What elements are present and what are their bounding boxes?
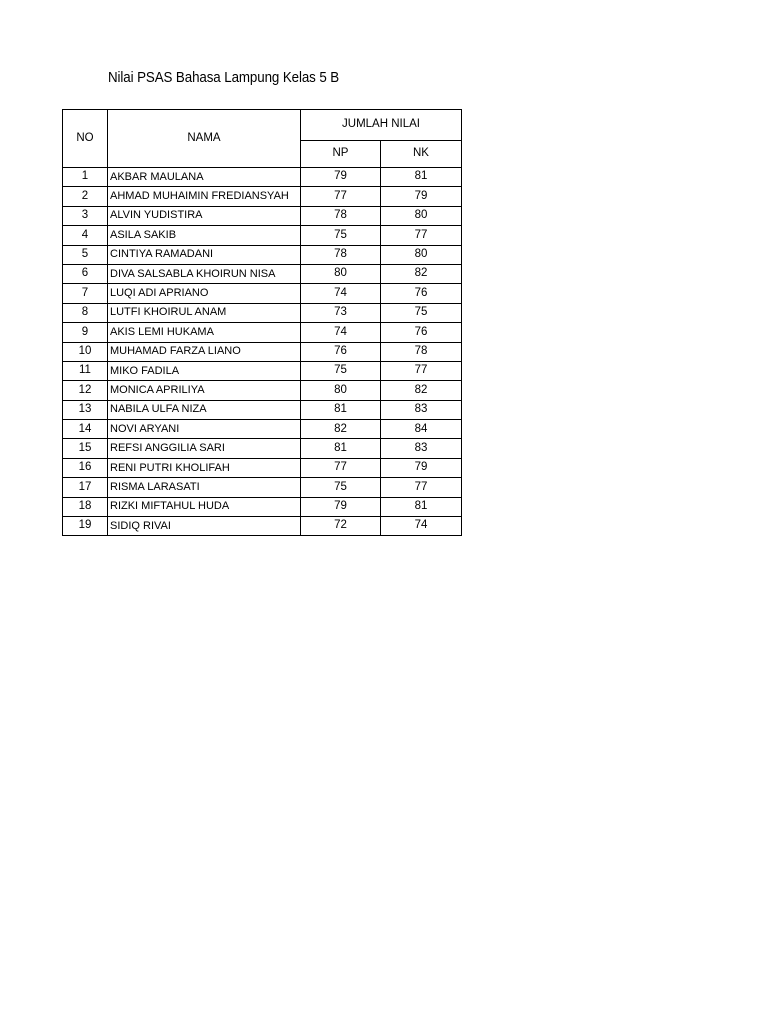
cell-nama: AHMAD MUHAIMIN FREDIANSYAH <box>108 187 301 206</box>
table-row <box>63 168 462 187</box>
cell-np: 76 <box>301 342 381 361</box>
grades-table <box>62 109 462 536</box>
cell-np: 81 <box>301 400 381 419</box>
table-header <box>63 110 462 168</box>
cell-nama: LUQI ADI APRIANO <box>108 284 301 303</box>
cell-nk: 83 <box>381 400 462 419</box>
header-nk: NK <box>381 141 462 168</box>
cell-nama: CINTIYA RAMADANI <box>108 245 301 264</box>
cell-nk: 80 <box>381 206 462 225</box>
cell-nama: RIZKI MIFTAHUL HUDA <box>108 497 301 516</box>
cell-nama: MIKO FADILA <box>108 361 301 380</box>
cell-no: 1 <box>63 168 108 187</box>
table-row <box>63 206 462 225</box>
cell-nama: AKIS LEMI HUKAMA <box>108 323 301 342</box>
cell-np: 77 <box>301 458 381 477</box>
table-row <box>63 303 462 322</box>
cell-no: 13 <box>63 400 108 419</box>
cell-nama: AKBAR MAULANA <box>108 168 301 187</box>
table-row <box>63 458 462 477</box>
cell-np: 81 <box>301 439 381 458</box>
header-nama: NAMA <box>108 110 301 168</box>
cell-no: 7 <box>63 284 108 303</box>
cell-np: 72 <box>301 517 381 536</box>
cell-no: 17 <box>63 478 108 497</box>
cell-nama: MUHAMAD FARZA LIANO <box>108 342 301 361</box>
cell-nk: 78 <box>381 342 462 361</box>
cell-no: 16 <box>63 458 108 477</box>
cell-np: 75 <box>301 361 381 380</box>
table-row <box>63 342 462 361</box>
cell-np: 78 <box>301 206 381 225</box>
cell-nama: REFSI ANGGILIA SARI <box>108 439 301 458</box>
cell-no: 19 <box>63 517 108 536</box>
cell-nk: 84 <box>381 420 462 439</box>
cell-nama: MONICA APRILIYA <box>108 381 301 400</box>
header-np: NP <box>301 141 381 168</box>
cell-nama: ASILA SAKIB <box>108 226 301 245</box>
cell-nama: RENI PUTRI KHOLIFAH <box>108 458 301 477</box>
cell-np: 78 <box>301 245 381 264</box>
cell-nama: NOVI ARYANI <box>108 420 301 439</box>
table-row <box>63 517 462 536</box>
table-row <box>63 478 462 497</box>
header-jumlah-nilai: JUMLAH NILAI <box>301 110 462 141</box>
cell-nama: ALVIN YUDISTIRA <box>108 206 301 225</box>
cell-np: 77 <box>301 187 381 206</box>
table-row <box>63 439 462 458</box>
table-row <box>63 264 462 283</box>
cell-nk: 79 <box>381 458 462 477</box>
cell-nama: RISMA LARASATI <box>108 478 301 497</box>
cell-no: 5 <box>63 245 108 264</box>
cell-np: 82 <box>301 420 381 439</box>
cell-no: 6 <box>63 264 108 283</box>
cell-no: 4 <box>63 226 108 245</box>
cell-np: 75 <box>301 478 381 497</box>
cell-np: 79 <box>301 168 381 187</box>
cell-nk: 77 <box>381 361 462 380</box>
cell-no: 12 <box>63 381 108 400</box>
table-body <box>63 168 462 536</box>
cell-no: 14 <box>63 420 108 439</box>
cell-nk: 82 <box>381 264 462 283</box>
table-row <box>63 400 462 419</box>
cell-nk: 76 <box>381 284 462 303</box>
cell-no: 15 <box>63 439 108 458</box>
table-row <box>63 361 462 380</box>
cell-nk: 77 <box>381 478 462 497</box>
header-no: NO <box>63 110 108 168</box>
cell-nama: NABILA ULFA NIZA <box>108 400 301 419</box>
cell-np: 73 <box>301 303 381 322</box>
table-row <box>63 497 462 516</box>
table-row <box>63 284 462 303</box>
table-row <box>63 323 462 342</box>
cell-nk: 75 <box>381 303 462 322</box>
cell-nama: LUTFI KHOIRUL ANAM <box>108 303 301 322</box>
table-row <box>63 381 462 400</box>
cell-np: 80 <box>301 381 381 400</box>
cell-nk: 82 <box>381 381 462 400</box>
cell-nk: 81 <box>381 168 462 187</box>
cell-nk: 80 <box>381 245 462 264</box>
cell-nk: 77 <box>381 226 462 245</box>
cell-nama: SIDIQ RIVAI <box>108 517 301 536</box>
cell-no: 8 <box>63 303 108 322</box>
cell-no: 9 <box>63 323 108 342</box>
cell-nama: DIVA SALSABLA KHOIRUN NISA <box>108 264 301 283</box>
cell-np: 74 <box>301 284 381 303</box>
table-row <box>63 187 462 206</box>
cell-nk: 79 <box>381 187 462 206</box>
page-title: Nilai PSAS Bahasa Lampung Kelas 5 B <box>108 70 340 86</box>
cell-np: 75 <box>301 226 381 245</box>
cell-nk: 76 <box>381 323 462 342</box>
cell-nk: 81 <box>381 497 462 516</box>
cell-np: 79 <box>301 497 381 516</box>
cell-no: 10 <box>63 342 108 361</box>
cell-nk: 74 <box>381 517 462 536</box>
cell-no: 2 <box>63 187 108 206</box>
cell-no: 18 <box>63 497 108 516</box>
cell-np: 74 <box>301 323 381 342</box>
cell-nk: 83 <box>381 439 462 458</box>
table-row <box>63 245 462 264</box>
cell-no: 3 <box>63 206 108 225</box>
table-row <box>63 420 462 439</box>
cell-np: 80 <box>301 264 381 283</box>
cell-no: 11 <box>63 361 108 380</box>
table-row <box>63 226 462 245</box>
